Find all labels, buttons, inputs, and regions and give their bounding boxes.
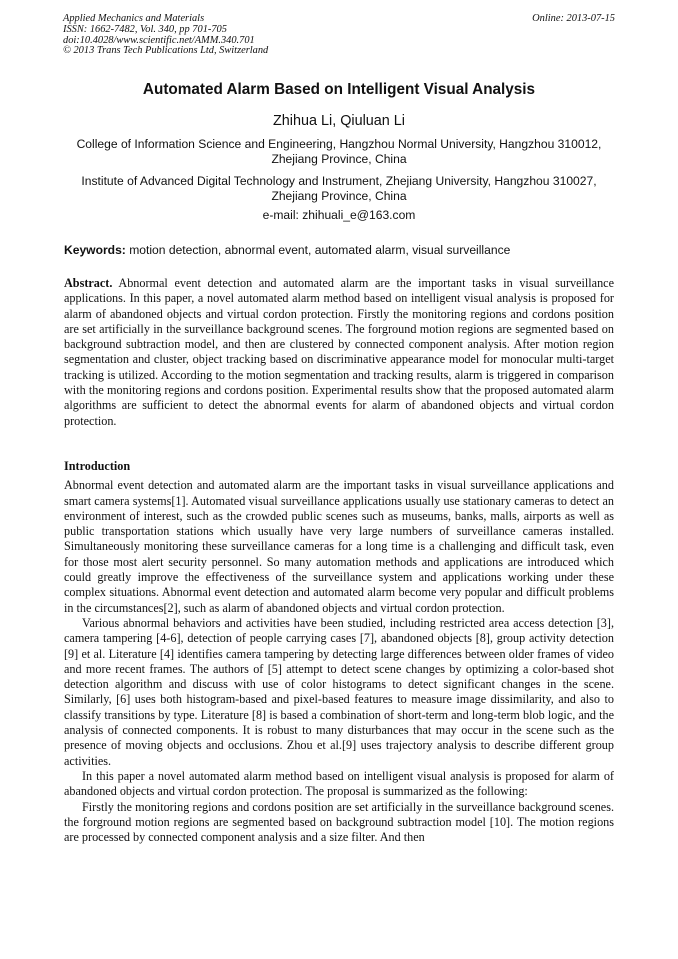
keywords-label: Keywords: — [64, 243, 126, 257]
journal-name: Applied Mechanics and Materials — [63, 13, 205, 24]
journal-header — [63, 14, 615, 57]
affiliation-2: Institute of Advanced Digital Technology and Instrument, Zhejiang University, Hangzhou 310027, Zhejiang Province, China — [81, 174, 597, 203]
keywords — [64, 243, 510, 257]
issn-line: ISSN: 1662-7482, Vol. 340, pp 701-705 — [63, 23, 227, 35]
author-list: Zhihua Li, Qiuluan Li — [273, 113, 405, 129]
intro-paragraph-1: Abnormal event detection and automated alarm are the important tasks in visual surveillance applications and smart camera systems[1]. Automated visual surveillance applications usually use stationary cameras to detect an environment of interest, such as the crowded public scenes such as museums, banks, malls, airports as well as public transportation stations which usually have very large numbers of surveillance cameras installed. Simultaneously monitoring these surveillance cameras for a long time is a challenging and difficult task, even for those most alert security personnel. So many automation methods and applications are introduced which could greatly improve the effectiveness of the surveillance system and applications working under these complex situations. Abnormal event detection and automated alarm become very popular and difficult problems in the circumstances[2], such as alarm of abandoned objects and virtual cordon protection. — [64, 478, 614, 615]
copyright-line: © 2013 Trans Tech Publications Ltd, Switzerland — [63, 45, 269, 57]
keywords-text: motion detection, abnormal event, automated alarm, visual surveillance — [125, 243, 511, 257]
abstract — [64, 276, 614, 429]
paper-title: Automated Alarm Based on Intelligent Visual Analysis — [142, 81, 536, 98]
intro-paragraph-4: Firstly the monitoring regions and cordons position are set artificially in the surveillance background scenes. the forground motion regions are segmented based on background subtraction model [10]. The motion regions are processed by connected component analysis and a size filter. And then — [64, 799, 614, 845]
online-date: Online: 2013-07-15 — [532, 13, 615, 24]
intro-paragraph-2: Various abnormal behaviors and activities have been studied, including restricted area access detection [3], camera tampering [4-6], detection of people carrying cases [7], abandoned objects [8], group activity detection [9] et al. Literature [4] identifies camera tampering by detecting large differences between older frames of video and more recent frames. The authors of [5] attempt to detect scene changes by optimizing a color-based shot detection algorithm and discuss with use of color histograms to detect significant changes in the scene. Similarly, [6] uses both histogram-based and pixel-based features to measure image dissimilarity, and also to classify transitions by type. Literature [8] is based a combination of short-term and long-term blob logic, and the analysis of connected components. It is robust to many disturbances that may occur in the scene such as the presence of moving objects and occlusions. Zhou et al.[9] uses trajectory analysis to describe different group activities. — [64, 615, 614, 768]
abstract-text: Abnormal event detection and automated alarm are the important tasks in visual surveillance applications. In this paper, a novel automated alarm method based on intelligent visual analysis is proposed for alarm of abandoned objects and virtual cordon protection. Firstly the monitoring regions and cordons position are set artificially in the surveillance background scenes. The forground motion regions are segmented based on background subtraction model, and then are clustered by connected component analysis. After motion region segmentation and cluster, object tracking based on discriminative appearance model for monocular multi-target tracking is utilized. According to the motion segmentation and tracking results, alarm is triggered in comparison with the monitoring regions and cordons position. Experimental results show that the proposed automated alarm algorithms are sufficient to detect the abnormal events for alarm of abandoned objects and virtual cordon protection. — [64, 276, 614, 428]
introduction-section — [64, 459, 614, 845]
doi-line: doi:10.4028/www.scientific.net/AMM.340.701 — [63, 34, 255, 46]
affiliation-1: College of Information Science and Engineering, Hangzhou Normal University, Hangzhou 310012, Zhejiang Province, China — [76, 137, 602, 166]
intro-paragraph-3: In this paper a novel automated alarm method based on intelligent visual analysis is proposed for alarm of abandoned objects and virtual cordon protection. The proposal is summarized as the following: — [64, 768, 614, 799]
contact-email: e-mail: zhihuali_e@163.com — [262, 208, 416, 222]
abstract-label: Abstract. — [64, 276, 113, 290]
section-heading-introduction: Introduction — [64, 459, 131, 473]
